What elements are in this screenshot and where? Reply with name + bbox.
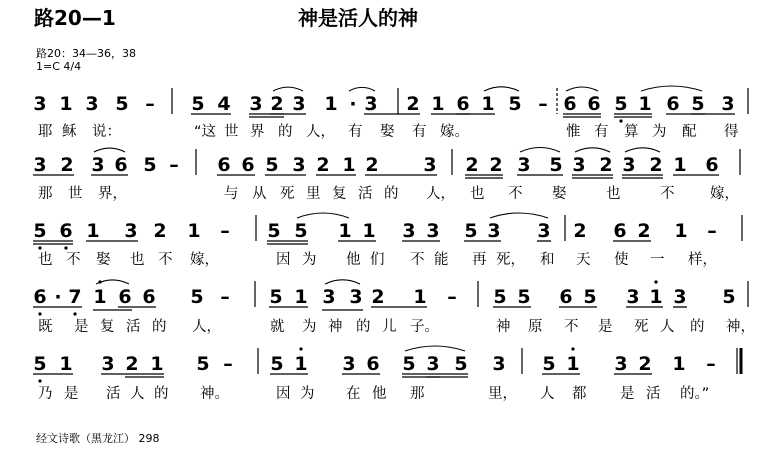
note-1-11: 1	[342, 154, 356, 176]
note-1-15: 2	[489, 154, 503, 176]
lyric-4-4: 的	[154, 386, 169, 402]
note-4-11: 5	[402, 353, 416, 375]
lyric-2-15: 天	[576, 252, 591, 268]
note-3-1: ·	[54, 286, 62, 308]
octave-dot-0-0	[619, 119, 622, 122]
note-0-19: 6	[563, 93, 577, 115]
note-3-16: 5	[517, 286, 531, 308]
lyric-3-17: 人	[660, 319, 675, 335]
note-0-4: –	[145, 93, 155, 115]
lyric-1-0: 那	[38, 186, 53, 202]
lyric-3-3: 活	[126, 319, 141, 335]
octave-dot-2-1	[64, 246, 67, 249]
slur-0-4	[641, 86, 702, 91]
note-4-5: 5	[196, 353, 210, 375]
lyric-1-16: 嫁，	[710, 186, 739, 202]
note-1-17: 5	[549, 154, 563, 176]
lyric-1-3: 与	[224, 186, 239, 202]
note-1-22: 1	[673, 154, 687, 176]
note-1-8: 5	[265, 154, 279, 176]
note-2-5: 1	[187, 220, 201, 242]
note-4-14: 3	[492, 353, 506, 375]
lyric-2-0: 也	[38, 252, 53, 268]
note-3-6: 5	[190, 286, 204, 308]
note-4-18: 2	[638, 353, 652, 375]
note-3-22: 5	[722, 286, 736, 308]
note-4-7: 5	[270, 353, 284, 375]
note-3-4: 6	[118, 286, 132, 308]
note-3-12: 2	[371, 286, 385, 308]
lyric-3-4: 的	[152, 319, 167, 335]
lyric-2-14: 和	[540, 252, 555, 268]
note-2-15: 3	[537, 220, 551, 242]
lyric-4-12: 人	[540, 386, 555, 402]
note-3-18: 5	[583, 286, 597, 308]
lyric-2-11: 能	[434, 252, 449, 268]
lyric-0-0: 耶	[38, 124, 53, 140]
note-4-20: –	[706, 353, 716, 375]
note-1-10: 2	[316, 154, 330, 176]
note-4-3: 2	[125, 353, 139, 375]
note-2-17: 6	[613, 220, 627, 242]
slur-0-3	[566, 87, 598, 91]
lyric-0-3: “这	[194, 124, 217, 140]
note-2-18: 2	[637, 220, 651, 242]
lyric-1-12: 不	[508, 186, 523, 202]
lyric-3-5: 人，	[192, 319, 221, 335]
lyric-0-8: 有	[348, 124, 363, 140]
note-0-17: 5	[508, 93, 522, 115]
lyric-4-9: 他	[372, 386, 387, 402]
lyric-4-0: 乃	[38, 386, 53, 402]
note-1-5: –	[169, 154, 179, 176]
note-1-4: 5	[143, 154, 157, 176]
note-2-14: 3	[487, 220, 501, 242]
lyric-4-8: 在	[346, 386, 361, 402]
lyric-2-13: 死，	[496, 252, 525, 268]
lyric-2-4: 不	[158, 252, 173, 268]
lyric-0-1: 稣	[62, 124, 77, 140]
slur-3-1	[325, 280, 360, 284]
octave-dot-3-0	[38, 312, 41, 315]
lyric-3-9: 的	[356, 319, 371, 335]
note-0-24: 5	[691, 93, 705, 115]
note-1-14: 2	[465, 154, 479, 176]
lyric-3-10: 儿	[382, 319, 397, 335]
note-3-0: 6	[33, 286, 47, 308]
note-1-1: 2	[60, 154, 74, 176]
note-0-25: 3	[721, 93, 735, 115]
lyric-1-5: 死	[280, 186, 295, 202]
lyric-4-11: 里，	[488, 386, 517, 402]
note-4-15: 5	[542, 353, 556, 375]
note-4-1: 1	[59, 353, 73, 375]
note-3-9: 1	[294, 286, 308, 308]
lyric-3-11: 子。	[410, 319, 439, 335]
note-0-10: 1	[324, 93, 338, 115]
note-0-15: 6	[456, 93, 470, 115]
lyric-4-10: 那	[410, 386, 425, 402]
lyric-4-3: 人	[130, 386, 145, 402]
note-3-19: 3	[626, 286, 640, 308]
key-signature: 1=C 4/4	[36, 60, 82, 73]
lyric-1-4: 从	[252, 186, 267, 202]
note-0-18: –	[538, 93, 548, 115]
lyric-1-11: 也	[470, 186, 485, 202]
note-3-13: 1	[413, 286, 427, 308]
note-0-21: 5	[614, 93, 628, 115]
lyric-3-16: 死	[634, 319, 649, 335]
note-0-23: 6	[666, 93, 680, 115]
scripture-reference: 路20：34—36，38	[36, 47, 136, 60]
note-3-2: 7	[68, 286, 82, 308]
note-1-2: 3	[91, 154, 105, 176]
note-2-2: 1	[86, 220, 100, 242]
lyric-2-6: 因	[276, 252, 291, 268]
note-2-10: 1	[362, 220, 376, 242]
lyric-0-15: 为	[652, 124, 667, 140]
lyric-0-4: 世	[224, 124, 239, 140]
lyric-2-3: 也	[130, 252, 145, 268]
slur-1-2	[575, 148, 610, 152]
lyric-0-12: 惟	[566, 124, 581, 140]
octave-dot-4-1	[299, 347, 302, 350]
note-2-7: 5	[267, 220, 281, 242]
lyric-2-5: 嫁，	[190, 252, 219, 268]
lyric-4-2: 活	[106, 386, 121, 402]
lyric-3-0: 既	[38, 319, 53, 335]
note-0-8: 2	[270, 93, 284, 115]
lyric-0-11: 嫁。	[440, 124, 469, 140]
lyric-2-10: 不	[410, 252, 425, 268]
lyric-1-9: 的	[384, 186, 399, 202]
note-1-23: 6	[705, 154, 719, 176]
note-2-1: 6	[59, 220, 73, 242]
lyric-4-16: 的。”	[680, 386, 710, 402]
slur-1-0	[94, 148, 125, 152]
note-1-20: 3	[622, 154, 636, 176]
lyric-1-15: 不	[660, 186, 675, 202]
octave-dot-2-0	[38, 246, 41, 249]
note-1-3: 6	[114, 154, 128, 176]
note-4-2: 3	[101, 353, 115, 375]
note-0-5: 5	[191, 93, 205, 115]
note-3-20: 1	[649, 286, 663, 308]
lyric-0-10: 有	[412, 124, 427, 140]
lyric-2-7: 为	[302, 252, 317, 268]
note-2-20: –	[707, 220, 717, 242]
note-2-8: 5	[294, 220, 308, 242]
note-2-0: 5	[33, 220, 47, 242]
note-1-9: 3	[292, 154, 306, 176]
song-number: 路20—1	[34, 6, 116, 30]
note-4-17: 3	[614, 353, 628, 375]
note-1-19: 2	[599, 154, 613, 176]
note-3-17: 6	[559, 286, 573, 308]
lyric-0-9: 娶	[380, 124, 395, 140]
note-2-9: 1	[338, 220, 352, 242]
lyric-3-13: 原	[528, 319, 543, 335]
note-3-15: 5	[493, 286, 507, 308]
note-4-4: 1	[150, 353, 164, 375]
lyric-2-17: 一	[650, 252, 665, 268]
note-1-0: 3	[33, 154, 47, 176]
lyric-3-18: 的	[690, 319, 705, 335]
lyric-4-7: 为	[300, 386, 315, 402]
note-0-13: 2	[406, 93, 420, 115]
note-2-19: 1	[674, 220, 688, 242]
lyric-1-6: 里	[306, 186, 321, 202]
note-4-13: 5	[454, 353, 468, 375]
slur-1-1	[520, 148, 560, 153]
note-1-7: 6	[241, 154, 255, 176]
lyric-3-1: 是	[74, 319, 89, 335]
note-2-4: 2	[153, 220, 167, 242]
note-1-21: 2	[649, 154, 663, 176]
note-2-6: –	[220, 220, 230, 242]
slur-3-0	[96, 280, 129, 284]
note-4-6: –	[223, 353, 233, 375]
note-4-12: 3	[426, 353, 440, 375]
lyric-1-2: 界，	[98, 186, 127, 202]
lyric-3-2: 复	[100, 319, 115, 335]
note-1-12: 2	[365, 154, 379, 176]
lyric-0-14: 算	[624, 124, 639, 140]
note-2-3: 3	[124, 220, 138, 242]
lyric-3-6: 就	[270, 319, 285, 335]
note-0-14: 1	[431, 93, 445, 115]
lyric-1-7: 复	[332, 186, 347, 202]
note-0-2: 3	[85, 93, 99, 115]
lyric-0-5: 界	[250, 124, 265, 140]
note-4-0: 5	[33, 353, 47, 375]
note-0-1: 1	[59, 93, 73, 115]
slur-0-0	[273, 87, 303, 91]
note-0-7: 3	[249, 93, 263, 115]
note-4-8: 1	[294, 353, 308, 375]
lyric-2-9: 们	[370, 252, 385, 268]
note-0-12: 3	[364, 93, 378, 115]
note-0-6: 4	[217, 93, 231, 115]
slur-0-2	[484, 87, 519, 91]
octave-dot-4-0	[38, 379, 41, 382]
note-4-10: 6	[366, 353, 380, 375]
lyric-0-2: 说：	[92, 124, 121, 140]
note-0-9: 3	[292, 93, 306, 115]
note-4-9: 3	[342, 353, 356, 375]
lyric-4-5: 神。	[200, 386, 229, 402]
lyric-1-10: 人，	[426, 186, 455, 202]
lyric-2-8: 他	[346, 252, 361, 268]
note-1-13: 3	[423, 154, 437, 176]
note-3-7: –	[220, 286, 230, 308]
song-title: 神是活人的神	[298, 6, 418, 30]
lyric-2-18: 样，	[688, 252, 717, 268]
lyric-0-6: 的	[278, 124, 293, 140]
note-0-22: 1	[638, 93, 652, 115]
note-4-19: 1	[672, 353, 686, 375]
slur-0-1	[349, 87, 375, 91]
note-3-10: 3	[322, 286, 336, 308]
lyric-2-16: 使	[614, 252, 629, 268]
lyric-0-17: 得	[724, 124, 739, 140]
octave-dot-3-3	[654, 280, 657, 283]
note-0-11: ·	[349, 93, 357, 115]
note-0-16: 1	[481, 93, 495, 115]
note-0-3: 5	[115, 93, 129, 115]
slur-1-3	[625, 148, 660, 152]
note-2-16: 2	[573, 220, 587, 242]
note-2-12: 3	[426, 220, 440, 242]
lyric-4-1: 是	[64, 386, 79, 402]
lyric-3-8: 神	[328, 319, 343, 335]
note-1-16: 3	[517, 154, 531, 176]
note-3-14: –	[447, 286, 457, 308]
note-4-16: 1	[566, 353, 580, 375]
note-3-5: 6	[142, 286, 156, 308]
lyric-0-7: 人，	[306, 124, 335, 140]
lyric-4-14: 是	[620, 386, 635, 402]
slur-2-1	[490, 213, 548, 218]
slur-4-0	[405, 346, 465, 351]
note-2-13: 5	[464, 220, 478, 242]
lyric-3-15: 是	[598, 319, 613, 335]
source-credit: 经文诗歌（黑龙江） 298	[36, 432, 160, 445]
lyric-3-19: 神，	[726, 319, 755, 335]
note-3-21: 3	[673, 286, 687, 308]
lyric-1-1: 世	[68, 186, 83, 202]
lyric-1-14: 也	[606, 186, 621, 202]
lyric-2-12: 再	[472, 252, 487, 268]
note-3-8: 5	[269, 286, 283, 308]
lyric-4-13: 都	[572, 386, 587, 402]
octave-dot-3-1	[73, 312, 76, 315]
lyric-0-13: 有	[594, 124, 609, 140]
lyric-3-14: 不	[564, 319, 579, 335]
slur-2-0	[297, 213, 349, 218]
lyric-1-8: 活	[358, 186, 373, 202]
lyric-2-1: 不	[66, 252, 81, 268]
lyric-0-16: 配	[682, 124, 697, 140]
note-3-3: 1	[93, 286, 107, 308]
note-0-0: 3	[33, 93, 47, 115]
note-0-20: 6	[587, 93, 601, 115]
lyric-3-12: 神	[496, 319, 511, 335]
note-3-11: 3	[349, 286, 363, 308]
octave-dot-4-2	[571, 347, 574, 350]
lyric-3-7: 为	[302, 319, 317, 335]
note-1-6: 6	[217, 154, 231, 176]
lyric-4-6: 因	[276, 386, 291, 402]
lyric-2-2: 娶	[96, 252, 111, 268]
lyric-1-13: 娶	[552, 186, 567, 202]
note-2-11: 3	[402, 220, 416, 242]
lyric-4-15: 活	[646, 386, 661, 402]
note-1-18: 3	[572, 154, 586, 176]
